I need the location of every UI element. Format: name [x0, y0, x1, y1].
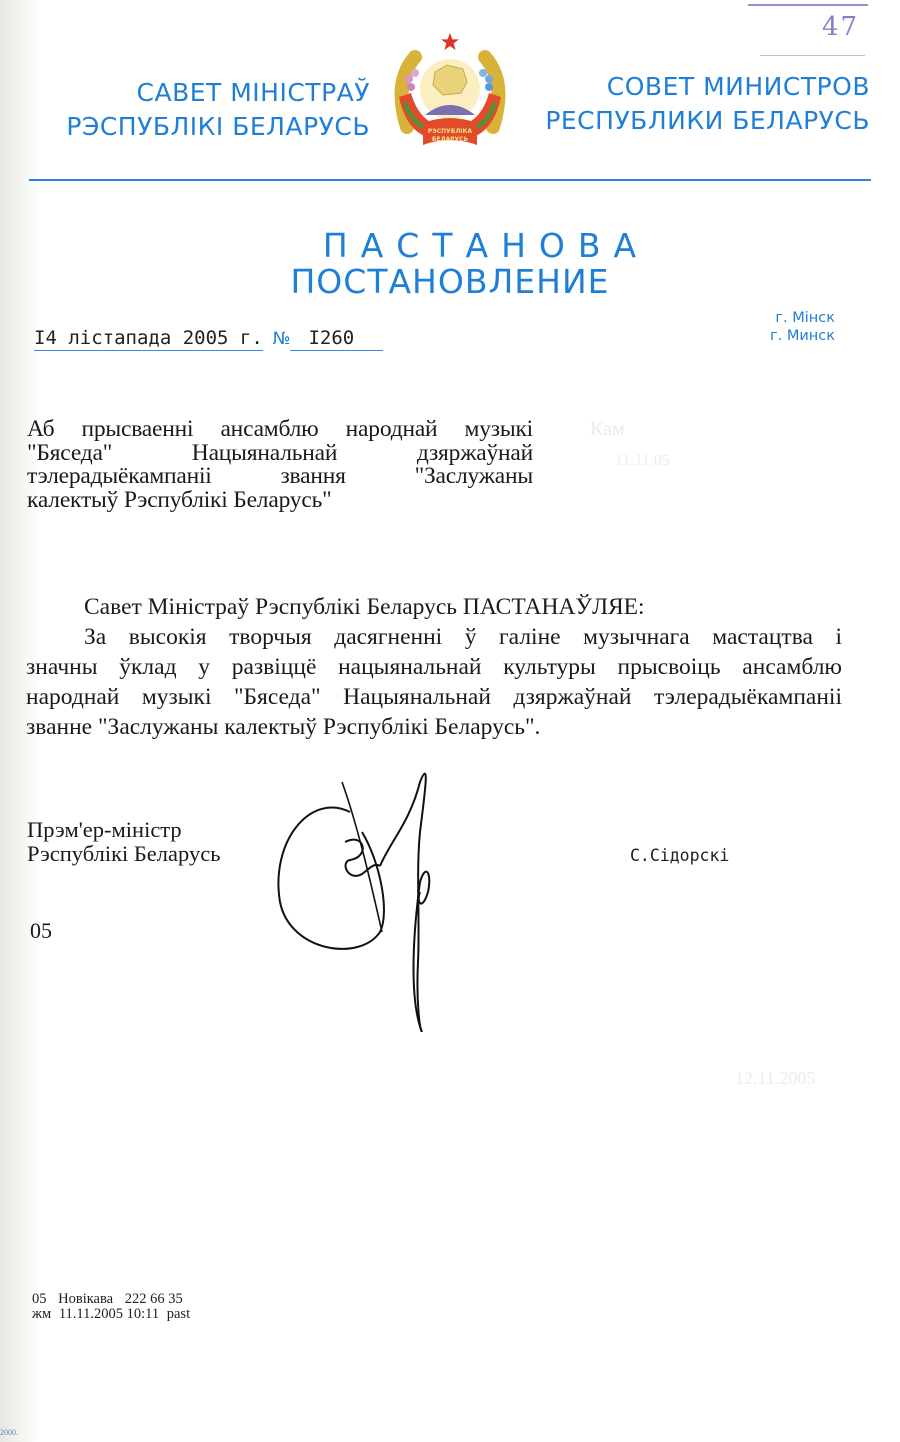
body-preamble: Савет Міністраў Рэспублікі Беларусь ПАСТАНАЎЛЯЕ: [84, 594, 645, 620]
executor-phone: 222 66 35 [124, 1291, 183, 1307]
header-divider [29, 179, 871, 181]
document-subject [27, 418, 533, 512]
subject-line: тэлерадыёкампаніі звання "Заслужаны [27, 463, 533, 489]
printer-mark: 2000. [0, 1428, 18, 1437]
subject-line: "Бяседа" Нацыянальнай дзяржаўнай [27, 439, 533, 466]
document-code: 05 [30, 918, 52, 943]
header-ru-line-2: РЕСПУБЛИКИ БЕЛАРУСЬ [545, 106, 870, 135]
bleed-through-mark: 12.11.2005 [735, 1068, 816, 1088]
svg-text:БЕЛАРУСЬ: БЕЛАРУСЬ [431, 136, 469, 143]
typist-initials: жм [32, 1306, 52, 1322]
header-ru-line-1: СОВЕТ МИНИСТРОВ [606, 72, 870, 101]
document-title-belarusian: ПАСТАНОВА [322, 226, 650, 265]
bleed-through-mark: Кам [590, 418, 625, 440]
date-number-line [34, 327, 383, 351]
body-line: значны ўклад у развіццё нацыянальнай культуры прысвоіць ансамблю [26, 654, 842, 680]
signatory-position [27, 818, 220, 866]
header-belarusian [30, 76, 370, 144]
place-belarusian: г. Мінск [775, 310, 835, 326]
executor-footer [32, 1292, 198, 1322]
footer-line-1 [32, 1292, 198, 1307]
bleed-through-mark: 11.11.05 [615, 452, 670, 469]
document-date: I4 лістапада 2005 г. [34, 327, 263, 349]
print-datetime: 11.11.2005 10:11 [58, 1306, 160, 1322]
archive-page-number: 47 [822, 12, 860, 42]
handwritten-signature-icon [270, 762, 480, 1032]
body-line: званне "Заслужаны калектыў Рэспублікі Беларусь". [26, 714, 541, 740]
archive-stamp-line [760, 55, 865, 56]
header-be-line-1: САВЕТ МІНІСТРАЎ [136, 78, 370, 107]
subject-line: Аб прысваенні ансамблю народнай музыкі [27, 416, 533, 442]
footer-line-2 [32, 1307, 198, 1322]
document-number: I260 [290, 327, 383, 351]
signatory-name: С.Сідорскі [630, 846, 730, 865]
body-line: За высокія творчыя дасягненні ў галіне музычнага мастацтва і [84, 624, 842, 650]
position-line-2: Рэспублікі Беларусь [27, 841, 221, 866]
archive-stamp-line [748, 4, 868, 6]
state-emblem-icon [385, 27, 515, 155]
footer-code: 05 [32, 1291, 47, 1307]
file-tag: past [166, 1306, 191, 1322]
svg-text:РЭСПУБЛІКА: РЭСПУБЛІКА [427, 128, 473, 135]
document-body [26, 592, 842, 742]
executor-name: Новікава [58, 1291, 114, 1307]
header-russian [530, 70, 870, 138]
position-line-1: Прэм'ер-міністр [27, 817, 182, 842]
document-title-russian: ПОСТАНОВЛЕНИЕ [290, 262, 610, 301]
body-line: народнай музыкі "Бяседа" Нацыянальнай дзяржаўнай тэлерадыёкампаніі [26, 684, 842, 710]
header-be-line-2: РЭСПУБЛІКІ БЕЛАРУСЬ [66, 112, 370, 141]
subject-line: калектыў Рэспублікі Беларусь" [27, 486, 332, 513]
place-russian: г. Минск [770, 328, 835, 344]
number-label: № [272, 329, 291, 349]
